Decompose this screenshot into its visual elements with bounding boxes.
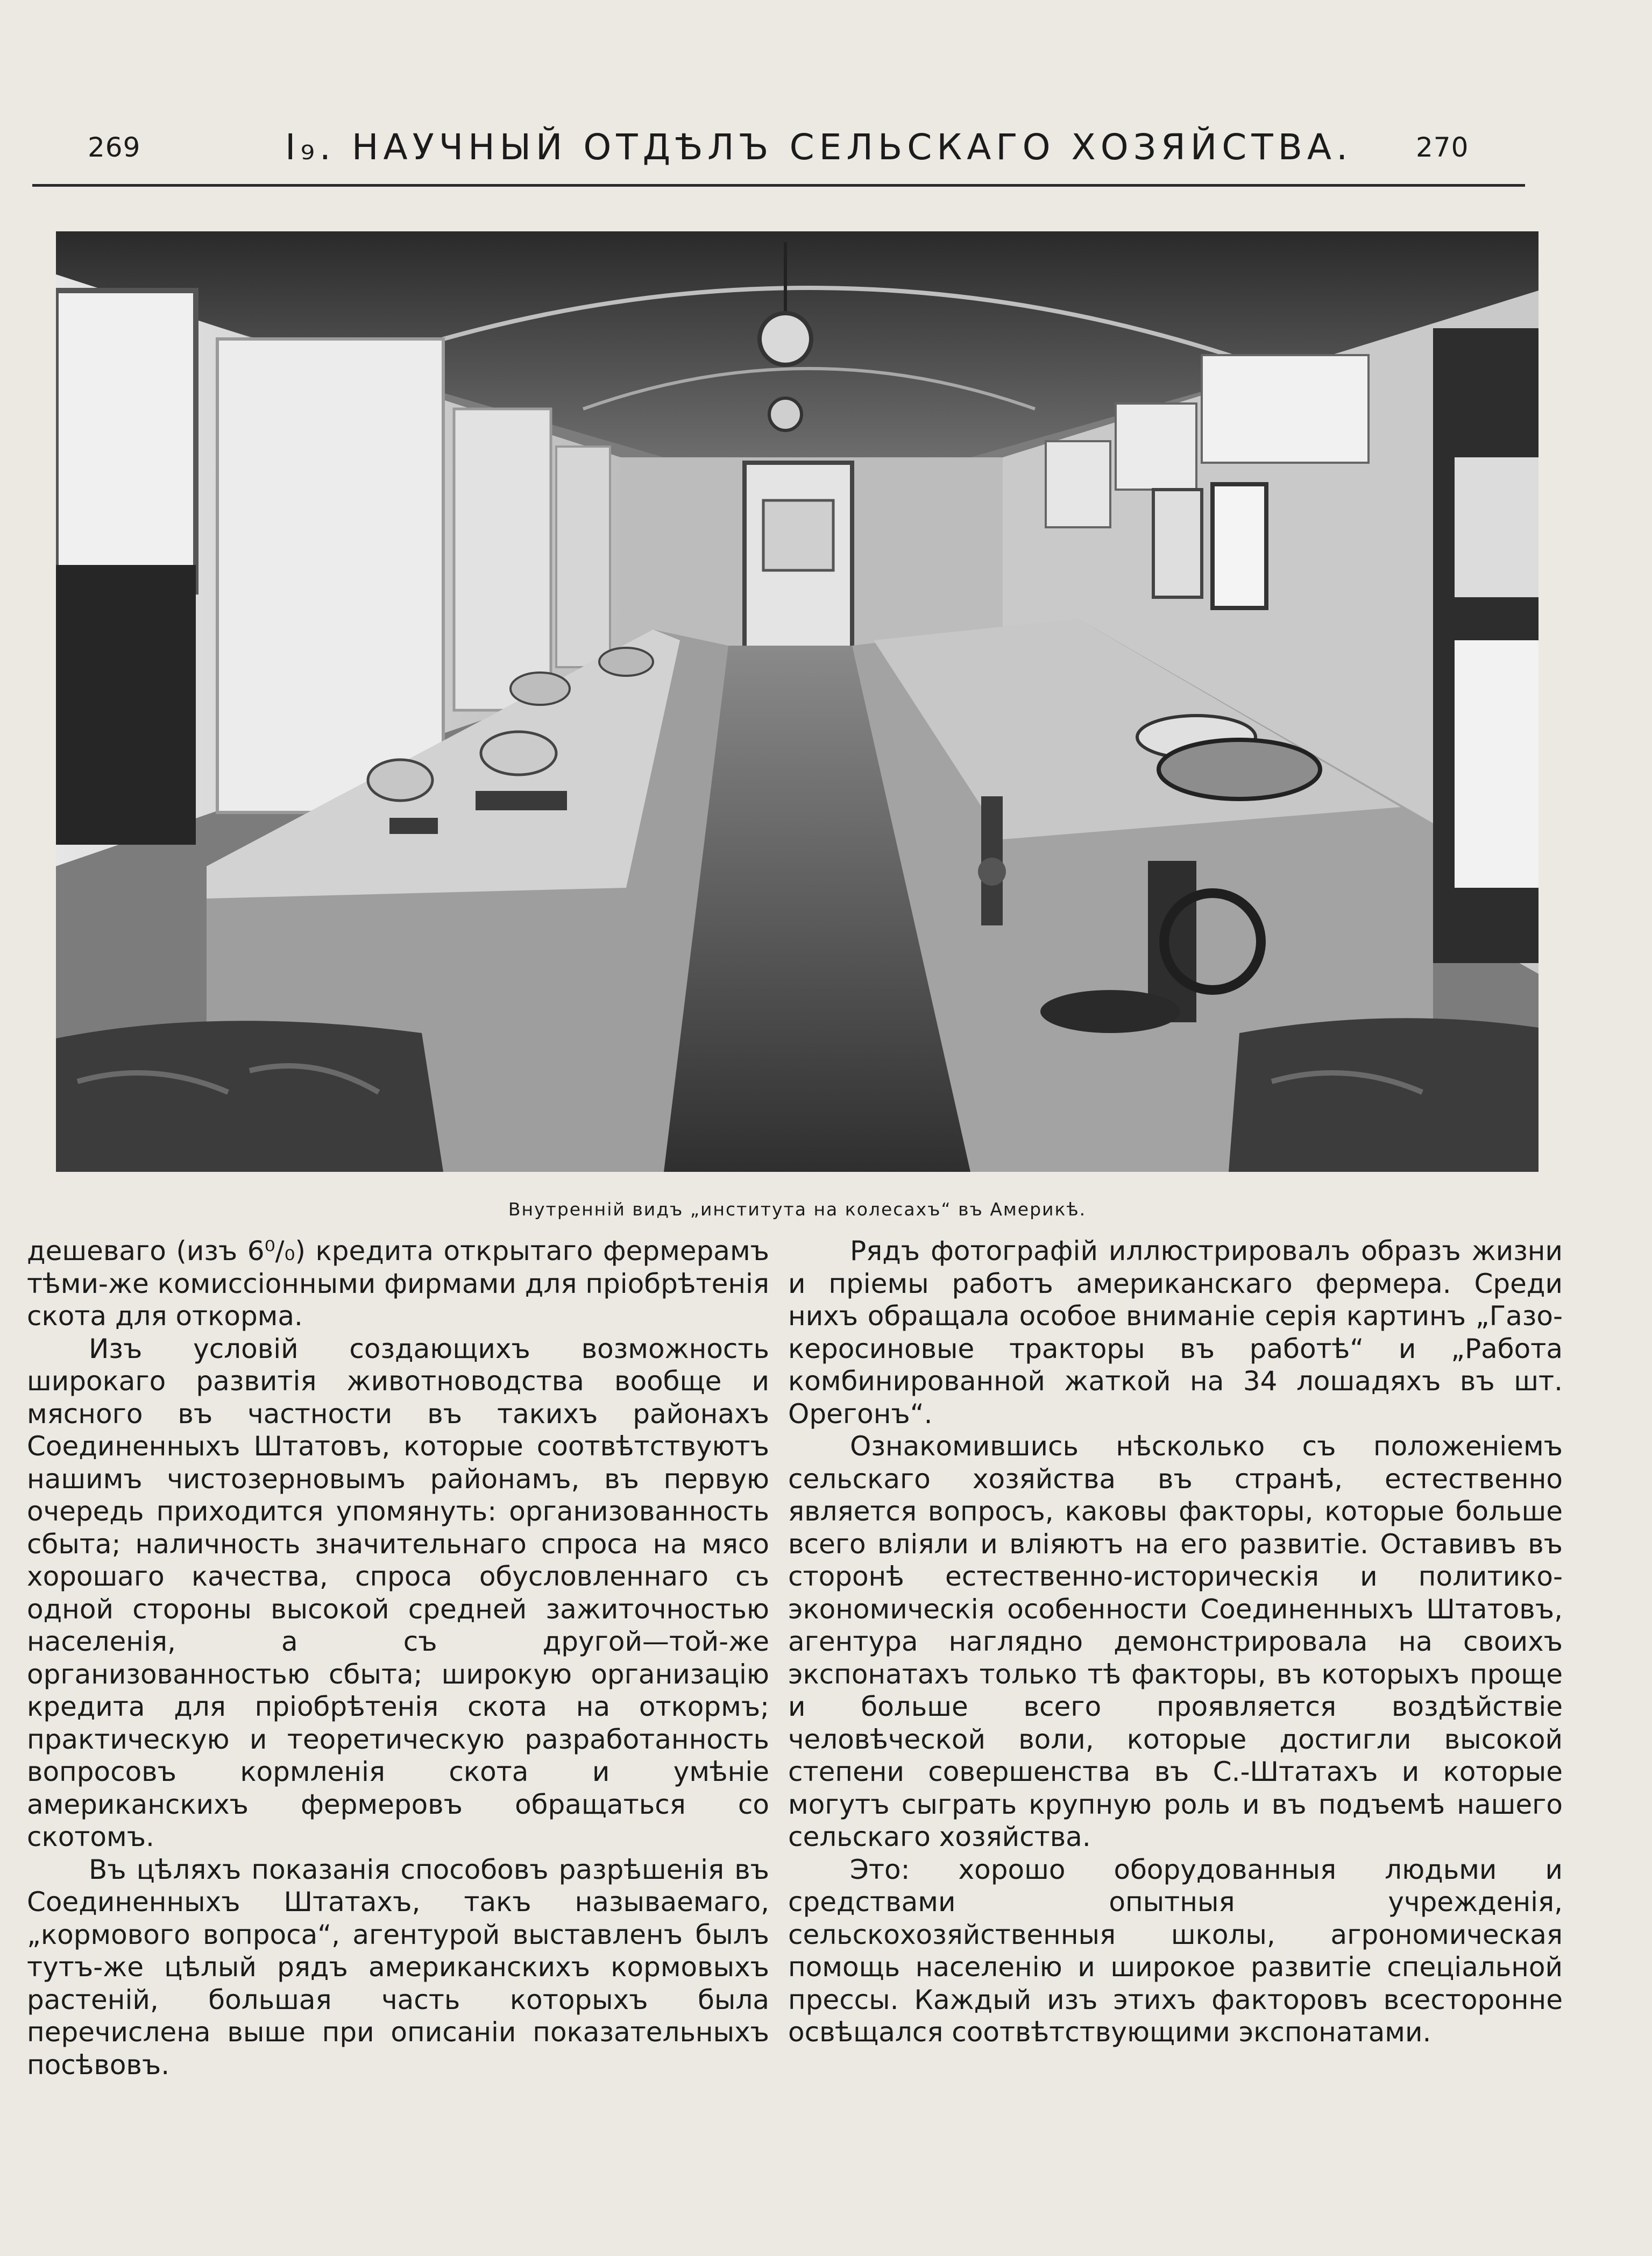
- paragraph: Это: хорошо оборудованныя людьми и средствами опытныя учрежденія, сельскохозяйственныя школы, агрономическая помощь населенію и широкое развитіе спеціальной прессы. Каждый изъ этихъ факторовъ всесторонне освѣщался соотвѣтствующими экспонатами.: [788, 1854, 1563, 2048]
- right-text-column: [788, 1235, 1563, 2049]
- page-number-left: 269: [88, 132, 141, 163]
- paragraph: Рядъ фотографій иллюстрировалъ образъ жизни и пріемы работъ американскаго фермера. Среди нихъ обращала особое вниманіе серія картинъ „Газо-керосиновые тракторы въ работѣ“ и „Работа комбинированной жаткой на 34 лошадяхъ въ шт. Орегонъ“.: [788, 1235, 1563, 1430]
- left-text-column: [27, 1235, 769, 2081]
- paragraph: дешеваго (изъ 6⁰/₀) кредита открытаго фермерамъ тѣми-же комиссіонными фирмами для пріобрѣтенія скота для откорма.: [27, 1235, 769, 1332]
- header-rule: [32, 184, 1525, 187]
- paragraph: Изъ условій создающихъ возможность широкаго развитія животноводства вообще и мясного въ частности въ такихъ районахъ Соединенныхъ Штатовъ, которые соотвѣтствуютъ нашимъ чистозерновымъ районамъ, въ первую очередь приходится упомянуть: организованность сбыта; наличность значительнаго спроса на мясо хорошаго качества, спроса обусловленнаго съ одной стороны высокой средней зажиточностью населенія, а съ другой—той-же организованностью сбыта; широкую организацію кредита для пріобрѣтенія скота на откормъ; практическую и теоретическую разработанность вопросовъ кормленія скота и умѣніе американскихъ фермеровъ обращаться со скотомъ.: [27, 1333, 769, 1852]
- photo-caption: Внутренній видъ „института на колесахъ“ въ Америкѣ.: [508, 1199, 1087, 1220]
- photograph-car-interior: [56, 231, 1538, 1172]
- paragraph: Въ цѣляхъ показанія способовъ разрѣшенія въ Соединенныхъ Штатахъ, такъ называемаго, „кормового вопроса“, агентурой выставленъ былъ тутъ-же цѣлый рядъ американскихъ кормовыхъ растеній, большая часть которыхъ была перечислена выше при описаніи показательныхъ посѣвовъ.: [27, 1854, 769, 2081]
- running-title: I₉. НАУЧНЫЙ ОТДѢЛЪ СЕЛЬСКАГО ХОЗЯЙСТВА.: [285, 126, 1353, 168]
- paragraph: Ознакомившись нѣсколько съ положеніемъ сельскаго хозяйства въ странѣ, естественно является вопросъ, каковы факторы, которые больше всего вліяли и вліяютъ на его развитіе. Оставивъ въ сторонѣ естественно-историческія и политико-экономическія особенности Соединенныхъ Штатовъ, агентура наглядно демонстрировала на своихъ экспонатахъ только тѣ факторы, въ которыхъ проще и больше всего проявляется воздѣйствіе человѣческой воли, которые достигли высокой степени совершенства въ С.-Штатахъ и которые могутъ сыграть крупную роль и въ подъемѣ нашего сельскаго хозяйства.: [788, 1431, 1563, 1852]
- page-number-right: 270: [1416, 132, 1469, 163]
